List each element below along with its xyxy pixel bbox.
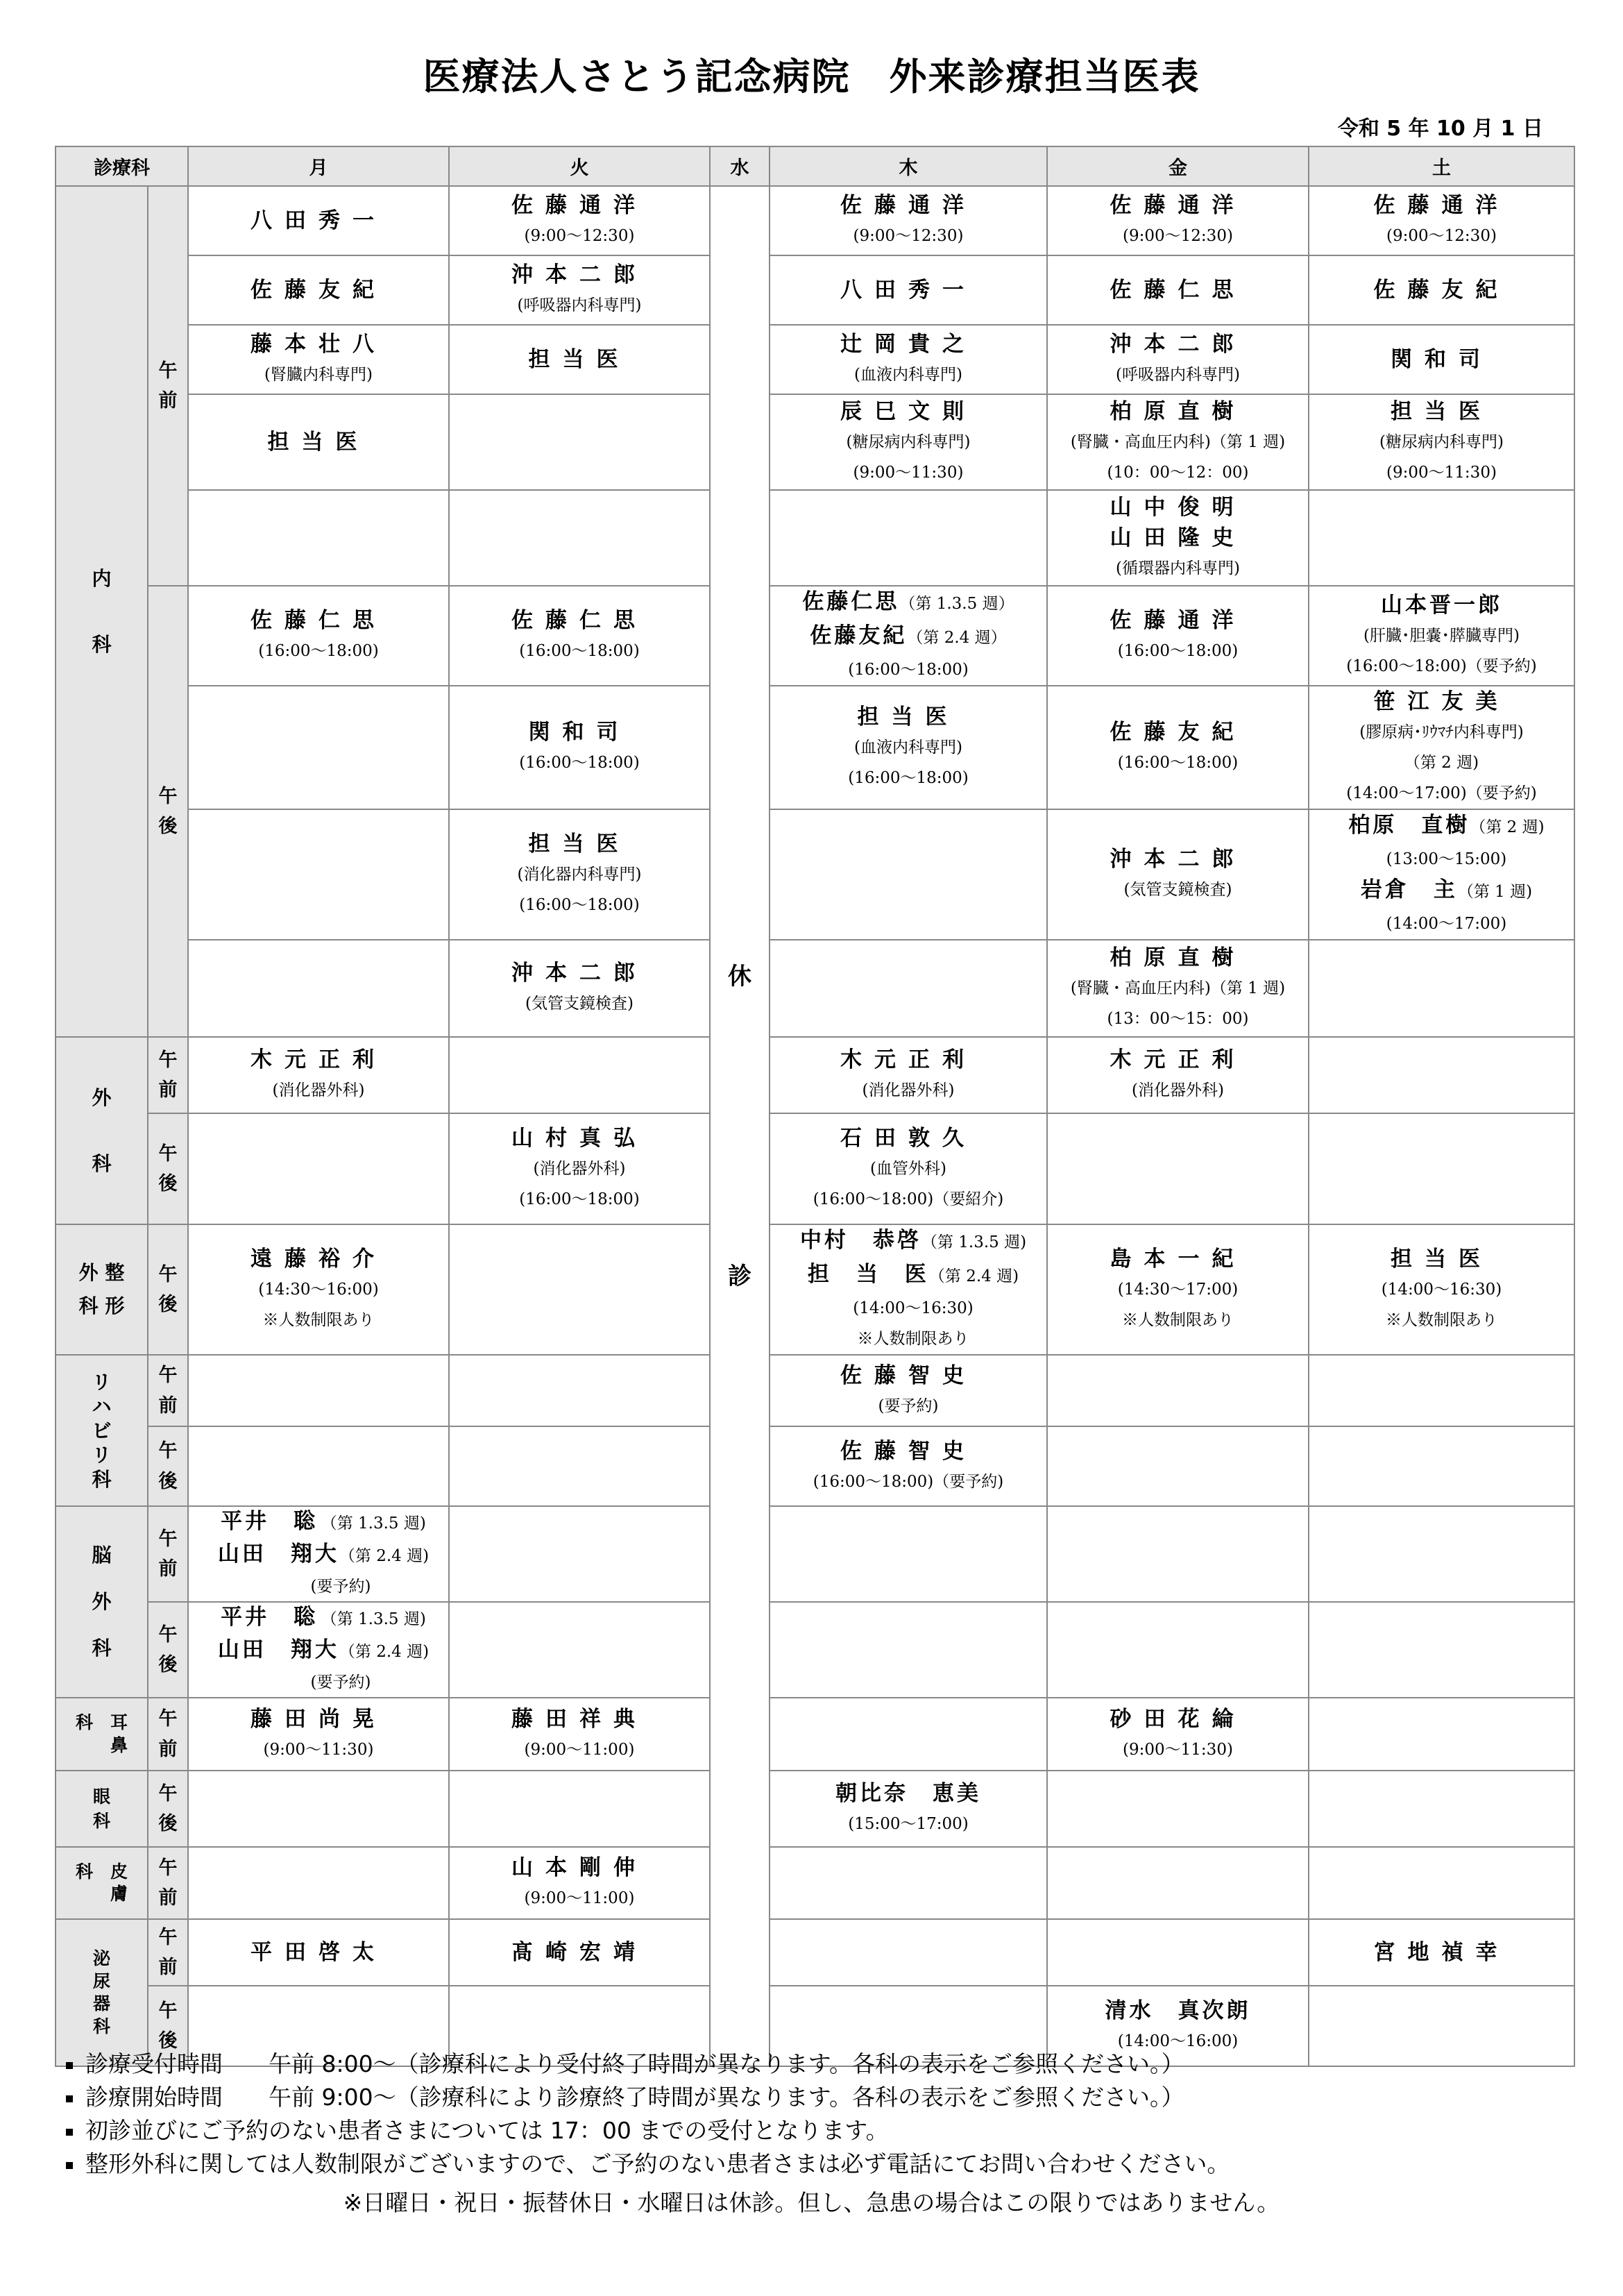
slot-empty [188,1847,449,1919]
time-nouge-pm: 午 後 [148,1602,188,1698]
slot: 辰巳文則 (糖尿病内科専門) (9:00～11:30) [770,394,1047,490]
page-title: 医療法人さとう記念病院 外来診療担当医表 [423,55,1200,99]
dept-hifuka: 科 皮 膚 [56,1847,148,1919]
time-reha-pm: 午 後 [148,1426,188,1506]
slot-empty [770,1506,1047,1602]
slot-empty [449,394,710,490]
slot: 担当医 (糖尿病内科専門) (9:00～11:30) [1309,394,1574,490]
header-thu: 木 [770,146,1047,186]
header-tue: 火 [449,146,710,186]
slot-empty [1047,1506,1309,1602]
slot: 木元正利 (消化器外科) [1047,1037,1309,1113]
bullet-icon [66,2129,73,2136]
time-naika-pm: 午 後 [148,586,188,1037]
slot: 木元正利 (消化器外科) [188,1037,449,1113]
slot-empty [449,1771,710,1847]
slot: 担当医 (14:00～16:30) ※人数制限あり [1309,1224,1574,1355]
dept-nouge: 脳 外 科 [56,1506,148,1698]
nouge-am-row [56,1506,1574,1602]
slot: 佐藤通洋 (9:00～12:30) [1047,186,1309,255]
hinyo-am-row [56,1919,1574,1986]
slot-empty [1047,1426,1309,1506]
slot-empty [1309,1602,1574,1698]
slot: 佐藤仁思 (16:00～18:00) [449,586,710,686]
slot: 担当医 [449,325,710,394]
time-jibika-am: 午 前 [148,1698,188,1771]
time-hinyo-pm: 午 後 [148,1986,188,2066]
slot-empty [449,1506,710,1602]
slot: 佐藤通洋 (9:00～12:30) [449,186,710,255]
header-mon: 月 [188,146,449,186]
slot: 笹江友美 (膠原病･ﾘｳﾏﾁ内科専門) （第 2 週) (14:00～17:00)（要予約) [1309,686,1574,809]
naika-pm-row-3 [56,809,1574,940]
slot: 平井 聡 （第 1.3.5 週) 山田 翔大（第 2.4 週) (要予約) [188,1506,449,1602]
note-item: 整形外科に関しては人数制限がございますので、ご予約のない患者さまは必ず電話にてお問い合わせください。 [66,2147,1230,2181]
header-sat: 土 [1309,146,1574,186]
reha-pm-row [56,1426,1574,1506]
note-item: 診療開始時間 午前 9:00～（診療科により診療終了時間が異なります。各科の表示をご参照ください。） [66,2081,1230,2114]
header-fri: 金 [1047,146,1309,186]
dept-hinyo: 泌 尿 器 科 [56,1919,148,2066]
slot: 柏原 直樹（第 2 週) (13:00～15:00) 岩倉 主（第 1 週) (14:00～17:00) [1309,809,1574,940]
issue-date: 令和 5 年 10 月 1 日 [1337,117,1543,141]
slot: 朝比奈 恵美 (15:00～17:00) [770,1771,1047,1847]
slot-empty [188,1771,449,1847]
header-wed: 水 [710,146,770,186]
header-dept: 診療科 [56,146,188,186]
naika-am-row-3 [56,325,1574,394]
slot: 佐藤通洋 (16:00～18:00) [1047,586,1309,686]
slot: 柏原直樹 (腎臓・高血圧内科)（第 1 週) (10：00～12：00) [1047,394,1309,490]
slot: 砂田花綸 (9:00～11:30) [1047,1698,1309,1771]
slot: 佐藤通洋 (9:00～12:30) [770,186,1047,255]
slot: 佐藤通洋 (9:00～12:30) [1309,186,1574,255]
slot: 山中俊明 山田隆史 (循環器内科専門) [1047,490,1309,586]
bullet-icon [66,2062,73,2069]
slot: 沖本二郎 (気管支鏡検査) [449,940,710,1037]
slot-empty [1047,1771,1309,1847]
dept-geka: 外 科 [56,1037,148,1224]
slot-empty [770,1919,1047,1986]
naika-am-row-5 [56,490,1574,586]
jibika-am-row [56,1698,1574,1771]
slot-empty [1047,1847,1309,1919]
geka-pm-row [56,1113,1574,1224]
schedule-table [55,146,1575,2067]
slot: 山本剛伸 (9:00～11:00) [449,1847,710,1919]
slot-empty [188,940,449,1037]
slot-empty [1309,1847,1574,1919]
slot: 辻岡貴之 (血液内科専門) [770,325,1047,394]
slot: 藤本壮八 (腎臓内科専門) [188,325,449,394]
slot-empty [1309,1771,1574,1847]
slot: 島本一紀 (14:30～17:00) ※人数制限あり [1047,1224,1309,1355]
slot: 宮地禎幸 [1309,1919,1574,1986]
time-hinyo-am: 午 前 [148,1919,188,1986]
slot: 沖本二郎 (呼吸器内科専門) [449,255,710,325]
slot: 木元正利 (消化器外科) [770,1037,1047,1113]
slot-empty [770,490,1047,586]
slot: 清水 真次朗 (14:00～16:00) [1047,1986,1309,2066]
slot: 藤田祥典 (9:00～11:00) [449,1698,710,1771]
slot-empty [770,940,1047,1037]
slot-empty [449,1426,710,1506]
time-nouge-am: 午 前 [148,1506,188,1602]
slot-empty [188,809,449,940]
slot: 佐藤仁思（第 1.3.5 週） 佐藤友紀（第 2.4 週） (16:00～18:00) [770,586,1047,686]
naika-am-row-2 [56,255,1574,325]
seikei-pm-row [56,1224,1574,1355]
slot: 中村 恭啓（第 1.3.5 週) 担 当 医（第 2.4 週) (14:00～16:30) ※人数制限あり [770,1224,1047,1355]
slot: 平井 聡 （第 1.3.5 週) 山田 翔大（第 2.4 週) (要予約) [188,1602,449,1698]
ganka-pm-row [56,1771,1574,1847]
bullet-icon [66,2162,73,2169]
slot-empty [1309,1698,1574,1771]
dept-naika: 内 科 [56,186,148,1037]
closing-note: ※日曜日・祝日・振替休日・水曜日は休診。但し、急患の場合はこの限りではありません。 [343,2189,1280,2216]
slot-empty [449,1224,710,1355]
naika-pm-row-4 [56,940,1574,1037]
naika-am-row-1 [56,186,1574,255]
nouge-pm-row [56,1602,1574,1698]
time-naika-am: 午 前 [148,186,188,586]
slot: 石田敦久 (血管外科) (16:00～18:00)（要紹介) [770,1113,1047,1224]
slot-empty [770,1847,1047,1919]
slot-empty [1309,1037,1574,1113]
slot-empty [1309,1355,1574,1426]
slot: 関和司 (16:00～18:00) [449,686,710,809]
slot: 佐藤友紀 [188,255,449,325]
note-item: 診療受付時間 午前 8:00～（診療科により受付終了時間が異なります。各科の表示をご参照ください。） [66,2048,1230,2081]
slot: 佐藤友紀 (16:00～18:00) [1047,686,1309,809]
reha-am-row [56,1355,1574,1426]
naika-pm-row-1 [56,586,1574,686]
slot: 関和司 [1309,325,1574,394]
header-row [56,146,1574,186]
slot: 柏原直樹 (腎臓・高血圧内科)（第 1 週) (13：00～15：00) [1047,940,1309,1037]
slot-empty [1309,1113,1574,1224]
slot-empty [1047,1602,1309,1698]
time-hifuka-am: 午 前 [148,1847,188,1919]
slot: 佐藤智史 (16:00～18:00)（要予約) [770,1426,1047,1506]
slot: 佐藤仁思 [1047,255,1309,325]
slot-empty [188,1426,449,1506]
note-item: 初診並びにご予約のない患者さまについては 17：00 までの受付となります。 [66,2114,1230,2147]
slot: 髙崎宏靖 [449,1919,710,1986]
slot-empty [770,1602,1047,1698]
time-seikei-pm: 午 後 [148,1224,188,1355]
dept-reha: リ ハ ビ リ 科 [56,1355,148,1506]
slot: 八田秀一 [770,255,1047,325]
hifuka-am-row [56,1847,1574,1919]
slot-empty [770,809,1047,940]
slot: 藤田尚晃 (9:00～11:30) [188,1698,449,1771]
slot: 担当医 (消化器内科専門) (16:00～18:00) [449,809,710,940]
time-geka-pm: 午 後 [148,1113,188,1224]
slot: 佐藤友紀 [1309,255,1574,325]
slot-empty [188,490,449,586]
slot-empty [1047,1113,1309,1224]
slot: 佐藤仁思 (16:00～18:00) [188,586,449,686]
slot: 平田啓太 [188,1919,449,1986]
slot-empty [1309,1986,1574,2066]
slot-empty [188,1355,449,1426]
slot-empty [188,686,449,809]
time-geka-am: 午 前 [148,1037,188,1113]
notes-list [66,2048,1230,2181]
slot: 担当医 [188,394,449,490]
slot-empty [770,1698,1047,1771]
time-ganka-pm: 午 後 [148,1771,188,1847]
time-reha-am: 午 前 [148,1355,188,1426]
slot: 担当医 (血液内科専門) (16:00～18:00) [770,686,1047,809]
slot: 沖本二郎 (気管支鏡検査) [1047,809,1309,940]
slot-empty [449,490,710,586]
slot-empty [1047,1355,1309,1426]
slot-empty [449,1037,710,1113]
slot-empty [1047,1919,1309,1986]
slot-empty [449,1602,710,1698]
dept-jibika: 科 耳 鼻 [56,1698,148,1771]
naika-am-row-4 [56,394,1574,490]
slot-empty [1309,940,1574,1037]
slot-empty [188,1113,449,1224]
slot: 山本晋一郎 (肝臓･胆嚢･膵臓専門) (16:00～18:00)（要予約) [1309,586,1574,686]
bullet-icon [66,2095,73,2102]
dept-seikei: 外 整 科 形 [56,1224,148,1355]
slot-empty [1309,1426,1574,1506]
slot-empty [1309,490,1574,586]
slot: 佐藤智史 (要予約) [770,1355,1047,1426]
slot-empty [1309,1506,1574,1602]
slot-empty [449,1355,710,1426]
slot: 遠藤裕介 (14:30～16:00) ※人数制限あり [188,1224,449,1355]
slot: 沖本二郎 (呼吸器内科専門) [1047,325,1309,394]
naika-pm-row-2 [56,686,1574,809]
slot: 山村真弘 (消化器外科) (16:00～18:00) [449,1113,710,1224]
slot: 八田秀一 [188,186,449,255]
wednesday-closed: 休 診 [710,186,770,2066]
geka-am-row [56,1037,1574,1113]
dept-ganka: 眼 科 [56,1771,148,1847]
